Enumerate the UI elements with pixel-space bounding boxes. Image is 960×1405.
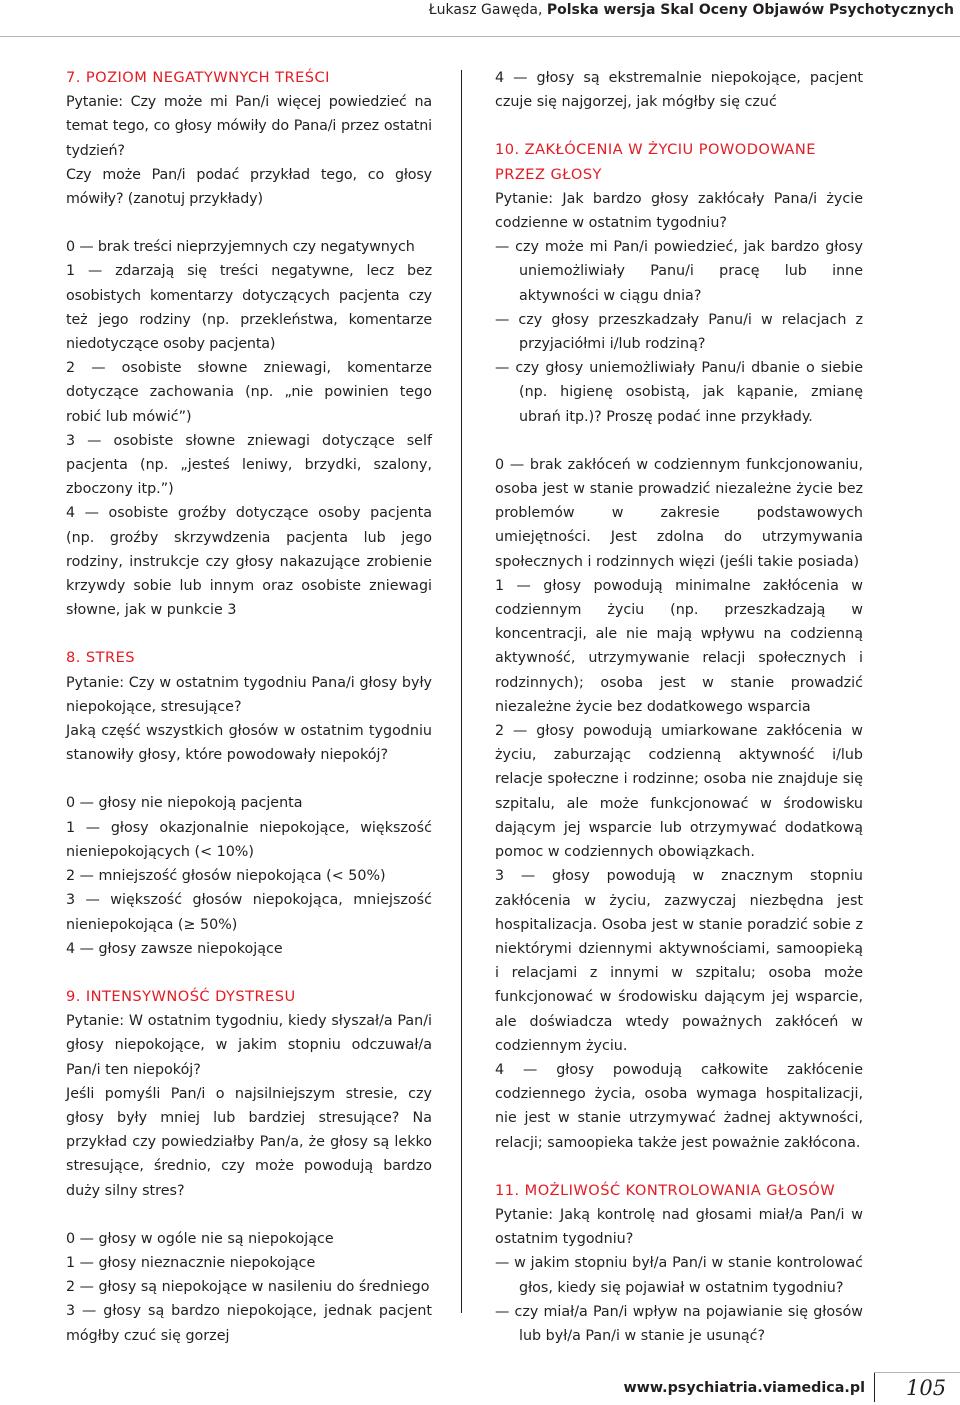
- score-item: 1 — głosy okazjonalnie niepokojące, większość nieniepokojących (< 10%): [66, 819, 432, 860]
- score-item: 0 — głosy w ogóle nie są niepokojące: [66, 1230, 334, 1247]
- section-heading: 8. STRES: [66, 649, 135, 667]
- score-item: 3 — głosy są bardzo niepokojące, jednak pacjent mógłby czuć się gorzej: [66, 1303, 432, 1344]
- sub-question: — czy głosy przeszkadzały Panu/i w relacjach z przyjaciółmi i/lub rodziną?: [495, 311, 863, 353]
- question-text: Pytanie: Jaką kontrolę nad głosami miał/a Pan/i w ostatnim tygodniu?: [495, 1206, 863, 1248]
- header-title: Polska wersja Skal Oceny Objawów Psychotycznych: [546, 2, 954, 18]
- footer-rule: [874, 1372, 875, 1402]
- score-item: 3 — osobiste słowne zniewagi dotyczące self pacjenta (np. „jesteś leniwy, brzydki, szalony, zboczony itp.”): [66, 432, 432, 498]
- page-number: 105: [906, 1376, 947, 1400]
- question-text: Czy może Pan/i podać przykład tego, co głosy mówiły? (zanotuj przykłady): [66, 166, 432, 208]
- score-item: 2 — głosy są niepokojące w nasileniu do średniego: [66, 1279, 430, 1296]
- question-text: Pytanie: Czy w ostatnim tygodniu Pana/i głosy były niepokojące, stresujące?: [66, 674, 432, 715]
- section-heading: 9. INTENSYWNOŚĆ DYSTRESU: [66, 987, 296, 1005]
- header-author: Łukasz Gawęda,: [428, 2, 543, 18]
- section-11: [495, 1179, 863, 1348]
- column-divider: [461, 70, 462, 1313]
- right-column: [495, 66, 863, 1348]
- sub-question: — czy miał/a Pan/i wpływ na pojawianie się głosów lub był/a Pan/i w stanie je usunąć?: [495, 1303, 863, 1344]
- score-item: 0 — brak treści nieprzyjemnych czy negatywnych: [66, 239, 415, 256]
- section-9-continued: [495, 66, 863, 114]
- question-text: Pytanie: W ostatnim tygodniu, kiedy słyszał/a Pan/i głosy niepokojące, w jakim stopniu odczuwał/a Pan/i ten niepokój?: [66, 1013, 432, 1078]
- score-item: 1 — głosy nieznacznie niepokojące: [66, 1254, 316, 1271]
- score-item: 2 — głosy powodują umiarkowane zakłócenia w życiu, zaburzając codzienną aktywność i/lub relacje społeczne i rodzinne; osoba nie znajduje się szpitalu, ale może funkcjonować w środowisku dającym jej wsparcie lub otrzymywać dodatkową pomoc w codziennych obowiązkach.: [495, 723, 863, 861]
- score-item: 4 — głosy powodują całkowite zakłócenie codziennego życia, osoba wymaga hospitalizacji, nie jest w stanie utrzymywać żadnej aktywności, relacji; samoopieka także jest poważnie zakłócona.: [495, 1061, 863, 1151]
- footer-rule-top: [874, 1372, 960, 1373]
- score-item: 4 — głosy zawsze niepokojące: [66, 940, 283, 957]
- score-item: 1 — głosy powodują minimalne zakłócenia w codziennym życiu (np. przeszkadzają w koncentracji, ale nie mają wpływu na codzienną aktywność, utrzymywanie relacji społecznych i rodzinnych); osoba jest w stanie prowadzić niezależne życie bez dodatkowego wsparcia: [495, 577, 863, 715]
- score-item: 4 — osobiste groźby dotyczące osoby pacjenta (np. groźby skrzywdzenia pacjenta lub jego rodziny, instrukcje czy głosy nakazujące zrobienie krzywdy sobie lub innym oraz osobiste zniewagi słowne, jak w punkcie 3: [66, 505, 432, 619]
- sub-question: — czy może mi Pan/i powiedzieć, jak bardzo głosy uniemożliwiały Panu/i pracę lub inne aktywności w ciągu dnia?: [495, 239, 863, 304]
- header-text: [429, 0, 954, 20]
- sub-question: — czy głosy uniemożliwiały Panu/i dbanie o siebie (np. higienę osobistą, jak kąpanie, zmianę ubrań itp.)? Proszę podać inne przykłady.: [495, 360, 863, 425]
- score-item: 2 — mniejszość głosów niepokojąca (< 50%): [66, 868, 386, 885]
- question-text: Jaką część wszystkich głosów w ostatnim tygodniu stanowiły głosy, które powodowały niepokój?: [66, 723, 432, 764]
- section-7: [66, 66, 432, 622]
- footer-url[interactable]: www.psychiatria.viamedica.pl: [623, 1380, 865, 1396]
- score-item: 2 — osobiste słowne zniewagi, komentarze dotyczące zachowania (np. „nie powinien tego robić lub mówić”): [66, 360, 432, 425]
- sub-question: — w jakim stopniu był/a Pan/i w stanie kontrolować głos, kiedy się pojawiał w ostatnim tygodniu?: [495, 1255, 863, 1296]
- score-item: 3 — głosy powodują w znacznym stopniu zakłócenia w życiu, zazwyczaj niezbędna jest hospitalizacja. Osoba jest w stanie poradzić sobie z niektórymi dziennymi aktywnościami, samoopieką i relacjami z innymi w szpitalu; osoba może funkcjonować w środowisku dającym jej wsparcie, ale doświadcza wtedy poważnych zakłóceń w codziennym życiu.: [495, 868, 863, 1054]
- question-text: Pytanie: Jak bardzo głosy zakłócały Pana/i życie codzienne w ostatnim tygodniu?: [495, 190, 863, 232]
- question-text: Jeśli pomyśli Pan/i o najsilniejszym stresie, czy głosy były mniej lub bardziej stresujące? Na przykład czy powiedziałby Pan/a, że głosy są lekko stresujące, średnio, czy może powodują bardzo duży silny stres?: [66, 1085, 432, 1199]
- question-text: Pytanie: Czy może mi Pan/i więcej powiedzieć na temat tego, co głosy mówiły do Pana/i przez ostatni tydzień?: [66, 94, 432, 159]
- section-10: [495, 138, 863, 1154]
- score-item: 0 — głosy nie niepokoją pacjenta: [66, 795, 303, 812]
- left-column: [66, 66, 432, 1348]
- section-heading: 7. POZIOM NEGATYWNYCH TREŚCI: [66, 69, 330, 86]
- section-8: [66, 646, 432, 960]
- score-item: 0 — brak zakłóceń w codziennym funkcjonowaniu, osoba jest w stanie prowadzić niezależne życie bez problemów w zakresie podstawowych umiejętności. Jest zdolna do utrzymywania społecznych i rodzinnych więzi (jeśli takie posiada): [495, 456, 863, 570]
- running-header: [0, 0, 960, 37]
- score-item: 1 — zdarzają się treści negatywne, lecz bez osobistych komentarzy dotyczących pacjenta czy też jego rodziny (np. przekleństwa, komentarze niedotyczące osoby pacjenta): [66, 263, 432, 353]
- section-9: [66, 985, 432, 1348]
- section-heading: 10. ZAKŁÓCENIA W ŻYCIU POWODOWANE PRZEZ GŁOSY: [495, 141, 816, 183]
- score-item: 4 — głosy są ekstremalnie niepokojące, pacjent czuje się najgorzej, jak mógłby się czuć: [495, 70, 863, 111]
- score-item: 3 — większość głosów niepokojąca, mniejszość nieniepokojąca (≥ 50%): [66, 892, 432, 933]
- section-heading: 11. MOŻLIWOŚĆ KONTROLOWANIA GŁOSÓW: [495, 1181, 836, 1199]
